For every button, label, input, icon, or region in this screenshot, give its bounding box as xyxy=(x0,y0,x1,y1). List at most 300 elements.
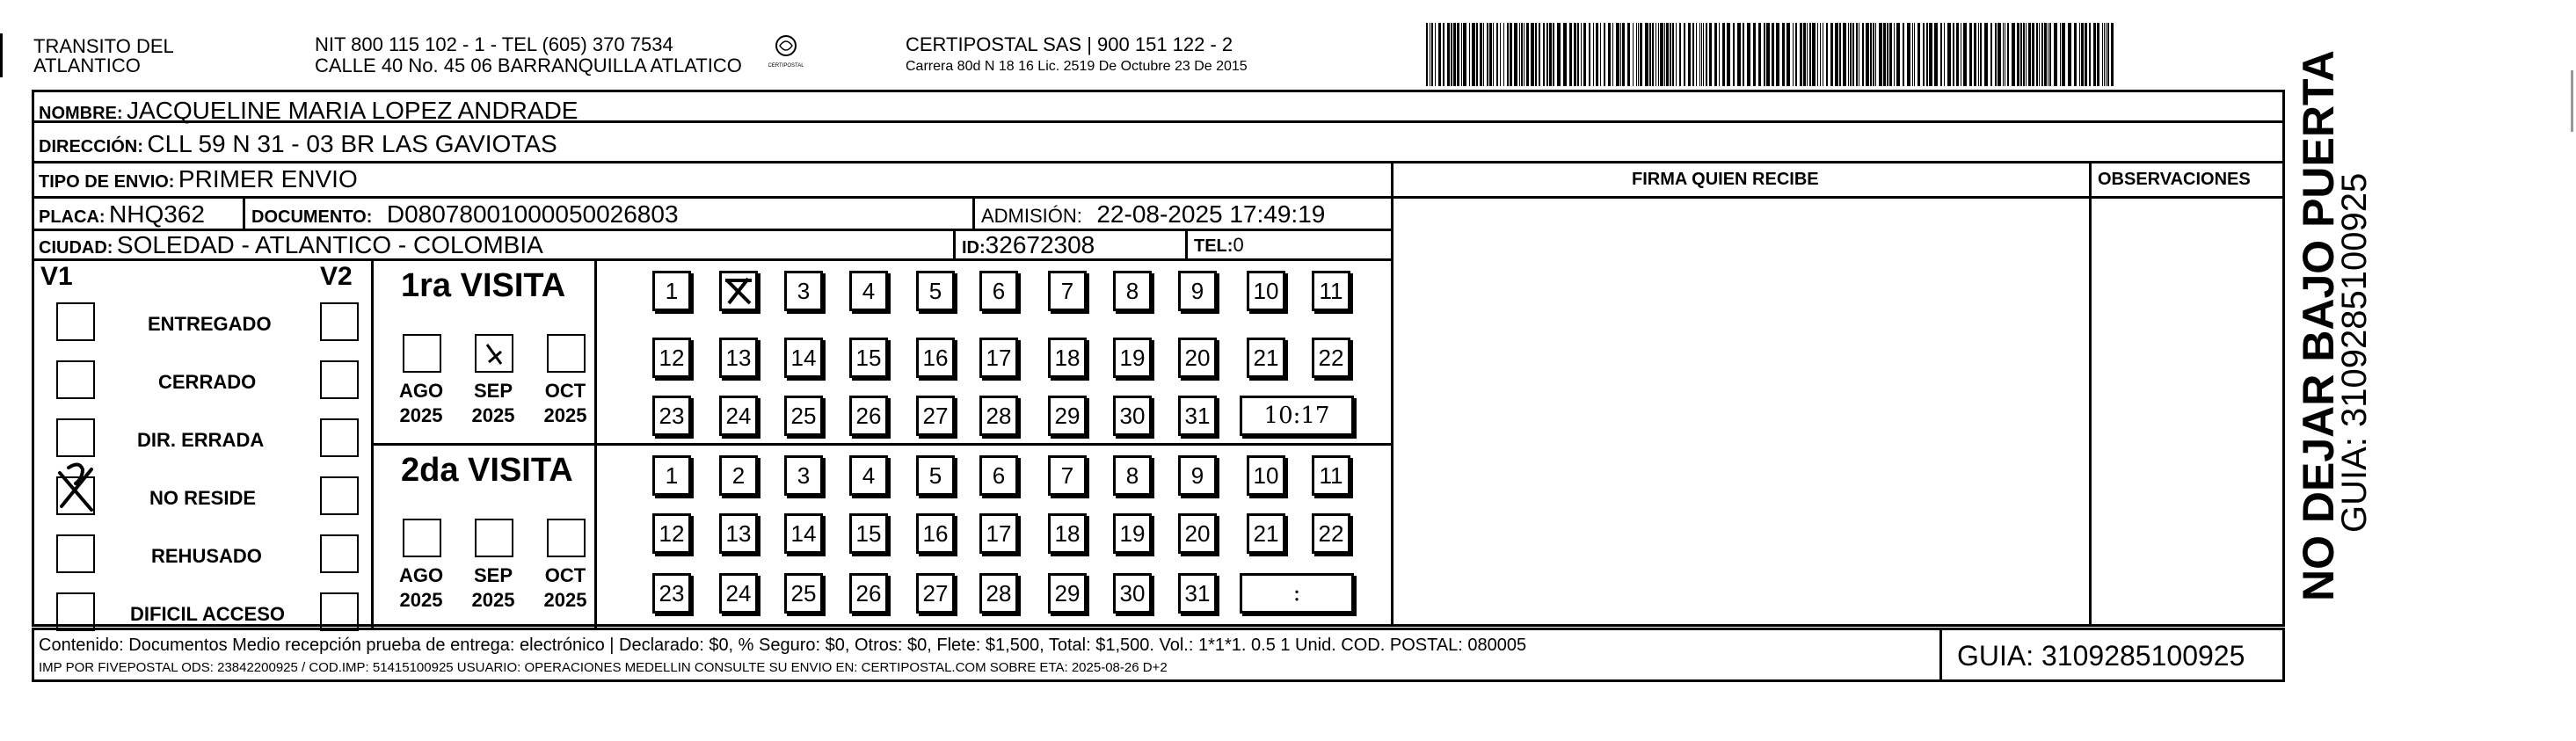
day-checkbox[interactable]: 30 xyxy=(1113,396,1152,436)
day-checkbox[interactable]: 3 xyxy=(784,271,823,311)
barcode-bar xyxy=(1593,23,1594,86)
company-line: CERTIPOSTAL SAS | 900 151 122 - 2 xyxy=(906,33,1233,55)
barcode-bar xyxy=(1929,23,1932,86)
tipo-envio-label: TIPO DE ENVIO: xyxy=(39,172,175,192)
row-divider xyxy=(32,161,2285,163)
v1-label: V1 xyxy=(40,262,73,291)
barcode-bar xyxy=(1510,23,1512,86)
barcode-bar xyxy=(1953,23,1954,86)
barcode-bar xyxy=(1990,23,1992,86)
barcode-bar xyxy=(2097,23,2099,86)
day-checkbox[interactable]: 25 xyxy=(784,573,823,614)
barcode-bar xyxy=(2054,23,2057,86)
imp-line: IMP POR FIVEPOSTAL ODS: 23842200925 / COD.IMP: 51415100925 USUARIO: OPERACIONES MEDELLIN CONSULTE SU ENVIO EN: CERTIPOSTAL.COM SOBRE ETA: 2025-08-26 D+2 xyxy=(39,660,1168,675)
barcode-bar xyxy=(1883,23,1886,86)
day-checkbox[interactable]: 23 xyxy=(652,573,691,614)
barcode-bar xyxy=(1862,23,1864,86)
day-checkbox[interactable]: 9 xyxy=(1178,455,1217,496)
v1-checkbox[interactable] xyxy=(56,418,95,457)
barcode-bar xyxy=(1612,23,1613,86)
barcode-bar xyxy=(1553,23,1554,86)
barcode-bar xyxy=(1672,23,1674,86)
day-checkbox[interactable]: 28 xyxy=(979,573,1018,614)
day-checkbox[interactable]: 21 xyxy=(1247,513,1285,554)
day-checkbox[interactable]: 13 xyxy=(719,338,758,378)
barcode-bar xyxy=(1670,23,1671,86)
barcode-bar xyxy=(1679,23,1681,86)
barcode-bar xyxy=(1457,23,1459,86)
admision-value: 22-08-2025 17:49:19 xyxy=(1096,200,1326,228)
signature-area[interactable] xyxy=(1396,200,2084,622)
day-checkbox[interactable]: 25 xyxy=(784,396,823,436)
day-checkbox[interactable]: 4 xyxy=(849,271,888,311)
status-option-label: NO RESIDE xyxy=(149,487,257,509)
barcode-bar xyxy=(1727,23,1730,86)
handwritten-x-mark xyxy=(477,336,512,371)
contenido-line: Contenido: Documentos Medio recepción prueba de entrega: electrónico | Declarado: $0, % Seguro: $0, Otros: $0, Flete: $1,500, Total: $1,500. Vol.: 1*1*1. 0.5 1 Unid. COD. POSTAL: 080005 xyxy=(39,636,1527,655)
side-guia: GUIA: 3109285100925 xyxy=(2335,172,2374,533)
month-label: SEP xyxy=(473,380,513,402)
barcode-bar xyxy=(1923,23,1925,86)
barcode-bar xyxy=(1535,23,1537,86)
barcode-bar xyxy=(1608,23,1611,86)
barcode-bar xyxy=(1873,23,1874,86)
barcode-bar xyxy=(1507,23,1509,86)
barcode-bar xyxy=(1487,23,1488,86)
first-visit-title: 1ra VISITA xyxy=(401,267,566,304)
barcode xyxy=(1426,23,2119,86)
ciudad-row xyxy=(39,233,543,258)
placa-row xyxy=(39,202,205,227)
direccion-value: CLL 59 N 31 - 03 BR LAS GAVIOTAS xyxy=(147,130,557,157)
day-checkbox[interactable]: 16 xyxy=(916,338,955,378)
v1-checkbox[interactable] xyxy=(56,534,95,573)
day-checkbox[interactable]: 15 xyxy=(849,338,888,378)
barcode-bar xyxy=(1812,23,1816,86)
observaciones-header: OBSERVACIONES xyxy=(2098,170,2251,189)
barcode-bar xyxy=(1807,23,1808,86)
day-checkbox[interactable]: 14 xyxy=(784,513,823,554)
year-label: 2025 xyxy=(399,589,443,611)
barcode-bar xyxy=(1776,23,1779,86)
ciudad-value: SOLEDAD - ATLANTICO - COLOMBIA xyxy=(116,231,543,258)
barcode-bar xyxy=(2107,23,2109,86)
barcode-bar xyxy=(1451,23,1452,86)
barcode-bar xyxy=(1658,23,1659,86)
barcode-bar xyxy=(2102,23,2103,86)
barcode-bar xyxy=(1660,23,1663,86)
month-label: AGO xyxy=(398,380,444,402)
barcode-bar xyxy=(2106,23,2107,86)
month-checkbox[interactable] xyxy=(475,519,513,557)
day-checkbox[interactable]: 31 xyxy=(1178,573,1217,614)
certipostal-logo-icon xyxy=(768,33,804,70)
placa-value: NHQ362 xyxy=(109,200,205,228)
day-checkbox[interactable]: 30 xyxy=(1113,573,1152,614)
barcode-bar xyxy=(1496,23,1498,86)
no-dejar-bajo-puerta: NO DEJAR BAJO PUERTA xyxy=(2294,50,2343,601)
barcode-bar xyxy=(2085,23,2087,86)
v1-checkbox[interactable] xyxy=(56,302,95,341)
barcode-bar xyxy=(2111,23,2114,86)
barcode-bar xyxy=(1519,23,1520,86)
barcode-bar xyxy=(1636,23,1637,86)
visit-divider xyxy=(371,443,1393,446)
barcode-bar xyxy=(1758,23,1761,86)
barcode-bar xyxy=(2020,23,2022,86)
v2-checkbox[interactable] xyxy=(320,418,359,457)
day-checkbox[interactable]: 22 xyxy=(1312,338,1350,378)
barcode-bar xyxy=(1870,23,1872,86)
nit-line: NIT 800 115 102 - 1 - TEL (605) 370 7534 xyxy=(315,33,673,55)
second-visit-time[interactable]: : xyxy=(1240,573,1354,614)
barcode-bar xyxy=(1737,23,1741,86)
year-label: 2025 xyxy=(543,404,587,426)
day-checkbox[interactable]: 23 xyxy=(652,396,691,436)
day-checkbox[interactable]: 26 xyxy=(849,396,888,436)
day-checkbox[interactable]: 19 xyxy=(1113,338,1152,378)
documento-row xyxy=(251,202,679,227)
barcode-bar xyxy=(2028,23,2031,86)
barcode-bar xyxy=(1980,23,1982,86)
documento-label: DOCUMENTO: xyxy=(251,207,373,227)
barcode-bar xyxy=(1438,23,1441,86)
barcode-bar xyxy=(1934,23,1938,86)
barcode-bar xyxy=(2039,23,2040,86)
day-checkbox[interactable]: 13 xyxy=(719,513,758,554)
row-divider xyxy=(1391,196,2285,199)
barcode-bar xyxy=(1699,23,1700,86)
org-name-line2: ATLANTICO xyxy=(33,54,141,76)
barcode-bar xyxy=(1620,23,1621,86)
year-label: 2025 xyxy=(399,404,443,426)
barcode-bar xyxy=(1493,23,1494,86)
barcode-bar xyxy=(1963,23,1967,86)
barcode-bar xyxy=(1703,23,1704,86)
day-checkbox[interactable]: 31 xyxy=(1178,396,1217,436)
month-label: AGO xyxy=(398,564,444,586)
year-label: 2025 xyxy=(543,589,587,611)
handwritten-x-mark xyxy=(722,273,755,309)
tel-value: 0 xyxy=(1233,234,1244,256)
barcode-bar xyxy=(1997,23,2001,86)
barcode-bar xyxy=(1914,23,1915,86)
tipo-envio-value: PRIMER ENVIO xyxy=(178,165,358,193)
month-checkbox[interactable] xyxy=(403,334,441,373)
v2-label: V2 xyxy=(320,262,353,291)
year-label: 2025 xyxy=(471,589,515,611)
year-label: 2025 xyxy=(471,404,515,426)
day-checkbox[interactable]: 18 xyxy=(1048,338,1087,378)
barcode-bar xyxy=(1747,23,1750,86)
first-visit-time[interactable]: 10:17 xyxy=(1240,396,1354,436)
barcode-bar xyxy=(1539,23,1540,86)
day-checkbox[interactable]: 11 xyxy=(1312,455,1350,496)
day-checkbox[interactable]: 27 xyxy=(916,396,955,436)
day-checkbox-marked[interactable] xyxy=(719,271,758,311)
barcode-bar xyxy=(1696,23,1697,86)
barcode-bar xyxy=(1974,23,1976,86)
month-checkbox[interactable] xyxy=(475,334,513,373)
day-checkbox[interactable]: 27 xyxy=(916,573,955,614)
barcode-bar xyxy=(1666,23,1669,86)
v2-checkbox[interactable] xyxy=(320,476,359,515)
documento-value: D08078001000050026803 xyxy=(386,200,679,228)
v1-checkbox[interactable] xyxy=(56,592,95,631)
barcode-bar xyxy=(1489,23,1492,86)
barcode-bar xyxy=(1676,23,1677,86)
barcode-bar xyxy=(1483,23,1484,86)
barcode-bar xyxy=(1984,23,1988,86)
barcode-bar xyxy=(1480,23,1482,86)
day-checkbox[interactable]: 24 xyxy=(719,573,758,614)
barcode-bar xyxy=(1622,23,1625,86)
barcode-bar xyxy=(1772,23,1774,86)
day-checkbox[interactable]: 12 xyxy=(652,513,691,554)
month-checkbox[interactable] xyxy=(547,519,586,557)
month-checkbox[interactable] xyxy=(547,334,586,373)
barcode-bar xyxy=(1589,23,1590,86)
v2-checkbox[interactable] xyxy=(320,302,359,341)
tel-label: TEL: xyxy=(1194,236,1233,256)
v2-checkbox[interactable] xyxy=(320,360,359,399)
barcode-bar xyxy=(2079,23,2080,86)
day-checkbox[interactable]: 29 xyxy=(1048,573,1087,614)
day-checkbox[interactable]: 15 xyxy=(849,513,888,554)
barcode-bar xyxy=(2049,23,2051,86)
day-checkbox[interactable]: 7 xyxy=(1048,455,1087,496)
direccion-row xyxy=(39,132,557,156)
day-checkbox[interactable]: 26 xyxy=(849,573,888,614)
month-checkbox[interactable] xyxy=(403,519,441,557)
barcode-bar xyxy=(1531,23,1534,86)
day-checkbox[interactable]: 17 xyxy=(979,338,1018,378)
barcode-bar xyxy=(1940,23,1942,86)
barcode-bar xyxy=(2068,23,2071,86)
day-checkbox[interactable]: 8 xyxy=(1113,271,1152,311)
day-checkbox[interactable]: 10 xyxy=(1247,455,1285,496)
barcode-bar xyxy=(2017,23,2019,86)
barcode-bar xyxy=(1461,23,1462,86)
day-checkbox[interactable]: 1 xyxy=(652,271,691,311)
day-checkbox[interactable]: 6 xyxy=(979,271,1018,311)
placa-label: PLACA: xyxy=(39,207,106,227)
barcode-bar xyxy=(1546,23,1548,86)
tipo-row xyxy=(39,167,358,192)
barcode-bar xyxy=(1800,23,1802,86)
barcode-bar xyxy=(1835,23,1838,86)
direccion-label: DIRECCIÓN: xyxy=(39,137,143,156)
day-checkbox[interactable]: 4 xyxy=(849,455,888,496)
barcode-bar xyxy=(1649,23,1651,86)
barcode-bar xyxy=(2074,23,2077,86)
barcode-bar xyxy=(1764,23,1765,86)
status-option-label: CERRADO xyxy=(158,371,257,393)
ciudad-label: CIUDAD: xyxy=(39,238,113,258)
day-checkbox[interactable]: 22 xyxy=(1312,513,1350,554)
barcode-bar xyxy=(1652,23,1654,86)
barcode-bar xyxy=(1604,23,1605,86)
col-divider xyxy=(1185,229,1188,258)
barcode-bar xyxy=(1574,23,1576,86)
day-checkbox[interactable]: 11 xyxy=(1312,271,1350,311)
barcode-bar xyxy=(1453,23,1456,86)
barcode-bar xyxy=(1577,23,1579,86)
barcode-bar xyxy=(2003,23,2004,86)
barcode-bar xyxy=(1709,23,1712,86)
barcode-bar xyxy=(2012,23,2015,86)
barcode-bar xyxy=(1543,23,1545,86)
status-option-label: DIFICIL ACCESO xyxy=(130,603,286,625)
barcode-bar xyxy=(2093,23,2096,86)
barcode-bar xyxy=(1514,23,1517,86)
day-checkbox[interactable]: 16 xyxy=(916,513,955,554)
barcode-bar xyxy=(1476,23,1478,86)
barcode-bar xyxy=(1469,23,1470,86)
barcode-bar xyxy=(1839,23,1841,86)
barcode-bar xyxy=(2007,23,2009,86)
col-divider xyxy=(953,229,956,258)
margin-tick xyxy=(0,33,3,77)
barcode-bar xyxy=(1907,23,1910,86)
admision-label: ADMISIÓN: xyxy=(981,205,1082,227)
barcode-bar xyxy=(1995,23,1997,86)
barcode-bar xyxy=(1848,23,1849,86)
nombre-row xyxy=(39,98,578,123)
day-checkbox[interactable]: 28 xyxy=(979,396,1018,436)
status-option-label: ENTREGADO xyxy=(148,313,272,335)
barcode-bar xyxy=(1866,23,1869,86)
barcode-bar xyxy=(1638,23,1639,86)
barcode-bar xyxy=(1596,23,1598,86)
barcode-bar xyxy=(1786,23,1790,86)
barcode-bar xyxy=(2023,23,2025,86)
barcode-bar xyxy=(1896,23,1900,86)
month-label: OCT xyxy=(544,564,586,586)
tel-row xyxy=(1194,236,1244,255)
day-checkbox[interactable]: 8 xyxy=(1113,455,1152,496)
barcode-bar xyxy=(1879,23,1882,86)
barcode-bar xyxy=(1633,23,1634,86)
barcode-bar xyxy=(1969,23,1972,86)
barcode-bar xyxy=(1616,23,1619,86)
day-checkbox[interactable]: 5 xyxy=(916,271,955,311)
handwritten-check-mark xyxy=(53,461,102,515)
address-line: CALLE 40 No. 45 06 BARRANQUILLA ATLATICO xyxy=(315,54,742,76)
barcode-bar xyxy=(1443,23,1444,86)
day-checkbox[interactable]: 18 xyxy=(1048,513,1087,554)
barcode-bar xyxy=(1500,23,1501,86)
day-checkbox[interactable]: 9 xyxy=(1178,271,1217,311)
barcode-bar xyxy=(1431,23,1433,86)
barcode-bar xyxy=(1447,23,1450,86)
barcode-bar xyxy=(1912,23,1913,86)
license-line: Carrera 80d N 18 16 Lic. 2519 De Octubre 23 De 2015 xyxy=(906,59,1248,74)
barcode-bar xyxy=(1719,23,1720,86)
v1-checkbox[interactable] xyxy=(56,360,95,399)
day-checkbox[interactable]: 20 xyxy=(1178,338,1217,378)
v2-checkbox[interactable] xyxy=(320,534,359,573)
day-checkbox[interactable]: 5 xyxy=(916,455,955,496)
barcode-bar xyxy=(1701,23,1702,86)
barcode-bar xyxy=(1803,23,1806,86)
barcode-bar xyxy=(1809,23,1811,86)
firma-header: FIRMA QUIEN RECIBE xyxy=(1632,170,1819,189)
barcode-bar xyxy=(1655,23,1656,86)
day-checkbox[interactable]: 19 xyxy=(1113,513,1152,554)
barcode-bar xyxy=(1733,23,1735,86)
barcode-bar xyxy=(2062,23,2065,86)
barcode-bar xyxy=(2026,23,2027,86)
footer-guia: GUIA: 3109285100925 xyxy=(1957,640,2245,672)
barcode-bar xyxy=(2036,23,2038,86)
day-checkbox[interactable]: 14 xyxy=(784,338,823,378)
barcode-bar xyxy=(1826,23,1828,86)
barcode-bar xyxy=(2032,23,2034,86)
barcode-bar xyxy=(1472,23,1475,86)
day-checkbox[interactable]: 6 xyxy=(979,455,1018,496)
barcode-bar xyxy=(1640,23,1642,86)
second-visit-title: 2da VISITA xyxy=(401,452,573,489)
barcode-bar xyxy=(2081,23,2084,86)
barcode-bar xyxy=(1526,23,1529,86)
day-checkbox[interactable]: 17 xyxy=(979,513,1018,554)
barcode-bar xyxy=(2060,23,2061,86)
barcode-bar xyxy=(1793,23,1794,86)
day-checkbox[interactable]: 12 xyxy=(652,338,691,378)
barcode-bar xyxy=(1664,23,1665,86)
org-name-line1: TRANSITO DEL xyxy=(33,35,174,57)
barcode-bar xyxy=(1521,23,1523,86)
id-row xyxy=(962,233,1095,258)
barcode-bar xyxy=(1426,23,1428,86)
barcode-bar xyxy=(1684,23,1685,86)
barcode-bar xyxy=(1569,23,1572,86)
barcode-bar xyxy=(1856,23,1858,86)
col-divider xyxy=(1391,161,1394,627)
day-checkbox[interactable]: 21 xyxy=(1247,338,1285,378)
day-checkbox[interactable]: 20 xyxy=(1178,513,1217,554)
barcode-bar xyxy=(2041,23,2043,86)
month-label: OCT xyxy=(544,380,586,402)
barcode-bar xyxy=(1894,23,1895,86)
barcode-bar xyxy=(1581,23,1582,86)
day-checkbox[interactable]: 1 xyxy=(652,455,691,496)
barcode-bar xyxy=(1795,23,1797,86)
day-checkbox[interactable]: 7 xyxy=(1048,271,1087,311)
day-checkbox[interactable]: 29 xyxy=(1048,396,1087,436)
day-checkbox[interactable]: 3 xyxy=(784,455,823,496)
barcode-bar xyxy=(1917,23,1920,86)
barcode-bar xyxy=(1820,23,1821,86)
day-checkbox[interactable]: 2 xyxy=(719,455,758,496)
barcode-bar xyxy=(1830,23,1833,86)
barcode-bar xyxy=(1956,23,1959,86)
barcode-bar xyxy=(1600,23,1601,86)
v2-checkbox[interactable] xyxy=(320,592,359,631)
barcode-bar xyxy=(1944,23,1945,86)
barcode-bar xyxy=(1583,23,1586,86)
day-checkbox[interactable]: 10 xyxy=(1247,271,1285,311)
barcode-bar xyxy=(1903,23,1904,86)
col-divider xyxy=(243,196,245,229)
barcode-bar xyxy=(1947,23,1951,86)
admision-row xyxy=(981,202,1325,227)
row-divider xyxy=(32,258,1393,261)
observations-area[interactable] xyxy=(2094,200,2281,622)
day-checkbox[interactable]: 24 xyxy=(719,396,758,436)
row-divider xyxy=(32,196,1393,199)
